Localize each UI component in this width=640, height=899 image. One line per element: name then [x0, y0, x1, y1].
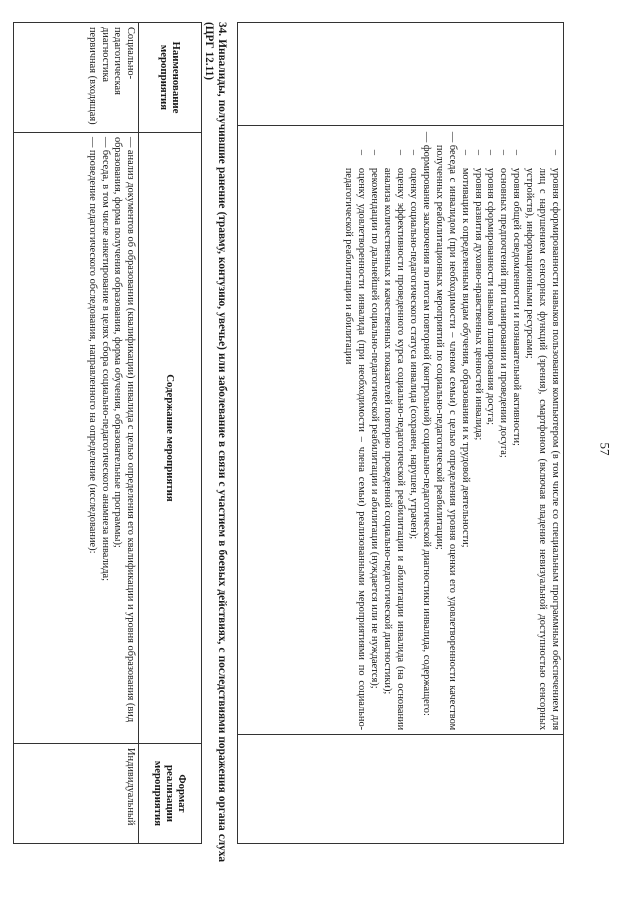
- list-item-text: мотивации к определенным видам обучения, образования и к трудовой деятельности;: [459, 167, 471, 548]
- dash-marker: –: [395, 149, 407, 156]
- list-item: [484, 130, 497, 730]
- dash-marker: –: [472, 149, 484, 156]
- dash-marker: –: [485, 149, 497, 156]
- dash-marker: –: [356, 149, 368, 156]
- dash-marker: –: [550, 149, 561, 156]
- dash-marker: —: [446, 131, 458, 143]
- empty-name-cell: [238, 23, 564, 126]
- list-item-text: основных предпочтений при планировании и проведении досуга;: [498, 167, 510, 458]
- header-name: Наименование мероприятия: [139, 23, 202, 133]
- dash-marker: –: [498, 149, 510, 156]
- content-line: — беседа, в том числе анкетирование в целях сбора социально-педагогического анамнеза инвалида;: [99, 136, 111, 582]
- list-item: [406, 130, 419, 730]
- empty-format-cell: [238, 735, 564, 844]
- dash-marker: –: [459, 149, 471, 156]
- dash-marker: –: [369, 149, 381, 156]
- list-item: [496, 130, 509, 730]
- list-item: [522, 130, 561, 730]
- content-line: — проведение педагогического обследования, направленного на определение (исследование):: [87, 136, 99, 554]
- list-item-text: оценку социально-педагогического статуса инвалида (сохранен, нарушен, утрачен);: [408, 167, 420, 540]
- list-item-text: уровня сформированности навыков планирования досуга;: [485, 167, 497, 425]
- list-item-text: уровня общей осведомленности и познавательной активности;: [511, 167, 523, 446]
- event-content-cell: [14, 132, 139, 743]
- table-row: [238, 23, 564, 844]
- list-item: [432, 130, 458, 730]
- table-row: [14, 23, 139, 844]
- continuation-table: [237, 22, 564, 844]
- dash-marker: –: [511, 149, 523, 156]
- list-item-text: рекомендации по дальнейшей социально-педагогической реабилитации и абилитации (нуждается или не нуждается);: [369, 167, 381, 689]
- page-number: 57: [597, 442, 613, 456]
- content-line: — анализ документов об образовании (квалификации) инвалида с целью определения его квалификации и уровня образования (вид образования, форма получения образования, форма обучения, образовательные программы);: [112, 136, 136, 723]
- header-content: Содержание мероприятия: [139, 132, 202, 743]
- list-item-text: уровня развития духовно-нравственных ценностей инвалида;: [472, 167, 484, 441]
- list-item: [509, 130, 522, 730]
- list-item-text: оценку удовлетворенности инвалида (при необходимости – члена семьи) реализованными мероприятиями по социально-педагогической реабилитации и абилитации: [343, 167, 368, 731]
- list-item-text: уровня сформированности навыков пользования компьютером (в том числе со специальным программным обеспечением для лиц с нарушением сенсорных функций (зрения), смартфоном (включая владение невизуальной доступностью сенсорных устройств), информационными ресурсами;: [524, 167, 561, 731]
- section-34-heading: 34. Инвалиды, получившие ранение (травму, контузию, увечье) или заболевание в связи с участием в боевых действиях, с последствиями поражения органа слуха (ЦРГ 12.11): [203, 22, 228, 862]
- event-format-cell: Индивидуальный: [14, 744, 139, 844]
- list-item: [380, 130, 406, 730]
- header-format: Формат реализации мероприятия: [139, 744, 202, 844]
- list-item: [342, 130, 368, 730]
- list-item: [458, 130, 471, 730]
- list-item: [419, 130, 432, 730]
- table-header-row: [139, 23, 202, 844]
- list-item-text: беседа с инвалидом (при необходимости – членом семьи) с целью определения уровня оценки его удовлетворенности качеством полученных реабилитационных мероприятий по социально-педагогической реабилитации;: [433, 144, 458, 731]
- dash-marker: –: [408, 149, 420, 156]
- list-item: [471, 130, 484, 730]
- list-item-text: оценку эффективности проведенного курса социально-педагогической реабилитации и абилитации инвалида (на основании анализа количественных и качественных показателей повторно проведенной социально-педагогической диагностики);: [382, 167, 407, 731]
- dash-marker: —: [420, 131, 432, 143]
- event-name-cell: Социально-педагогическая диагностика первичная (входящая): [14, 23, 139, 133]
- content-list-cell: [238, 125, 564, 734]
- list-item-text: формирование заключения по итогам повторной (контрольной) социально-педагогической диагностики инвалида, содержащего:: [420, 144, 432, 716]
- list-item: [367, 130, 380, 730]
- section-34-table: [13, 22, 202, 844]
